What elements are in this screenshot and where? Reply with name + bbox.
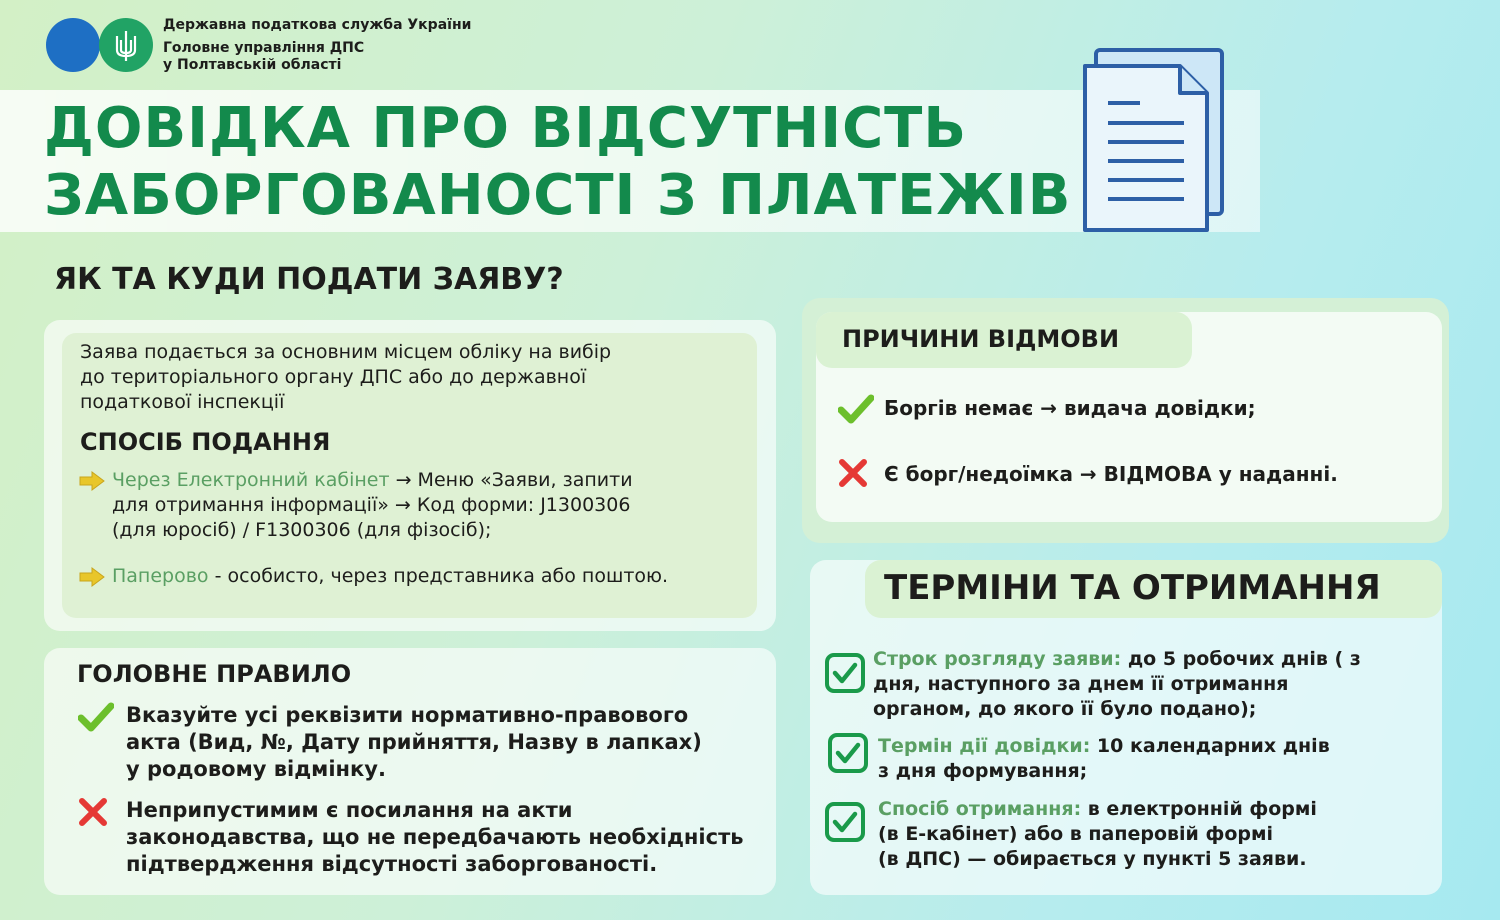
- term3-line3: (в ДПС) — обирається у пункті 5 заяви.: [878, 848, 1307, 870]
- document-icon: [1080, 46, 1230, 240]
- term2-line1: [878, 734, 1330, 759]
- term3-text: в електронній формі: [1081, 798, 1317, 820]
- method2-text: - особисто, через представника або поштою.: [208, 565, 669, 587]
- rule-dont-line: підтвердження відсутності заборгованості.: [126, 852, 658, 876]
- checkbox-checked-icon: [824, 801, 866, 847]
- section-heading-how: ЯК ТА КУДИ ПОДАТИ ЗАЯВУ?: [54, 262, 564, 297]
- term2-label: Термін дії довідки:: [878, 735, 1091, 757]
- dps-logo-icon: [46, 18, 100, 72]
- page-title-line2: ЗАБОРГОВАНОСТІ З ПЛАТЕЖІВ: [44, 163, 1072, 228]
- checkbox-checked-icon: [824, 652, 866, 698]
- intro-line: Заява подається за основним місцем обліку на вибір: [80, 341, 612, 363]
- method1-line3: (для юросіб) / F1300306 (для фізосіб);: [112, 519, 492, 541]
- rule-heading: ГОЛОВНЕ ПРАВИЛО: [77, 660, 352, 688]
- refusal-ok-text: Боргів немає → видача довідки;: [884, 396, 1256, 420]
- refusal-no-text: Є борг/недоїмка → ВІДМОВА у наданні.: [884, 462, 1338, 486]
- checkmark-icon: [838, 394, 874, 428]
- checkmark-icon: [78, 702, 114, 736]
- term3-line1: [878, 797, 1317, 822]
- term2-line2: з дня формування;: [878, 760, 1088, 782]
- arrow-right-icon: [79, 567, 105, 587]
- org-region: у Полтавській області: [163, 57, 342, 73]
- intro-line: податкової інспекції: [80, 391, 285, 413]
- method1-highlight[interactable]: Через Електронний кабінет: [112, 469, 390, 491]
- org-department: Головне управління ДПС: [163, 40, 365, 56]
- rule-do-line: акта (Вид, №, Дату прийняття, Назву в лапках): [126, 730, 702, 754]
- terms-heading: ТЕРМІНИ ТА ОТРИМАННЯ: [884, 568, 1381, 608]
- method-heading: СПОСІБ ПОДАННЯ: [80, 428, 331, 456]
- method1-line1: [112, 468, 633, 493]
- method2-line: [112, 564, 668, 589]
- term3-line2: (в Е-кабінет) або в паперовій формі: [878, 823, 1274, 845]
- term1-text: до 5 робочих днів ( з: [1121, 648, 1361, 670]
- checkbox-checked-icon: [827, 732, 869, 778]
- arrow-right-icon: [79, 471, 105, 491]
- term1-line2: дня, наступного за днем її отримання: [873, 673, 1289, 695]
- term1-label: Строк розгляду заяви:: [873, 648, 1122, 670]
- term3-label: Спосіб отримання:: [878, 798, 1082, 820]
- rule-dont-line: Неприпустимим є посилання на акти: [126, 798, 573, 822]
- rule-do-line: у родовому відмінку.: [126, 757, 386, 781]
- term2-text: 10 календарних днів: [1090, 735, 1330, 757]
- page-title-line1: ДОВІДКА ПРО ВІДСУТНІСТЬ: [44, 96, 968, 161]
- rule-do-line: Вказуйте усі реквізити нормативно-правового: [126, 703, 689, 727]
- method2-highlight: Паперово: [112, 565, 209, 587]
- org-name: Державна податкова служба України: [163, 17, 472, 33]
- method1-line2: для отримання інформації» → Код форми: J1300306: [112, 494, 631, 516]
- cross-icon: [78, 798, 108, 830]
- intro-line: до територіального органу ДПС або до державної: [80, 366, 587, 388]
- rule-dont-line: законодавства, що не передбачають необхідність: [126, 825, 744, 849]
- refusal-heading: ПРИЧИНИ ВІДМОВИ: [842, 325, 1120, 353]
- trident-icon: [99, 18, 153, 72]
- cross-icon: [838, 459, 868, 491]
- term1-line3: органом, до якого її було подано);: [873, 698, 1257, 720]
- term1-line1: [873, 647, 1361, 672]
- method1-text: → Меню «Заяви, запити: [389, 469, 633, 491]
